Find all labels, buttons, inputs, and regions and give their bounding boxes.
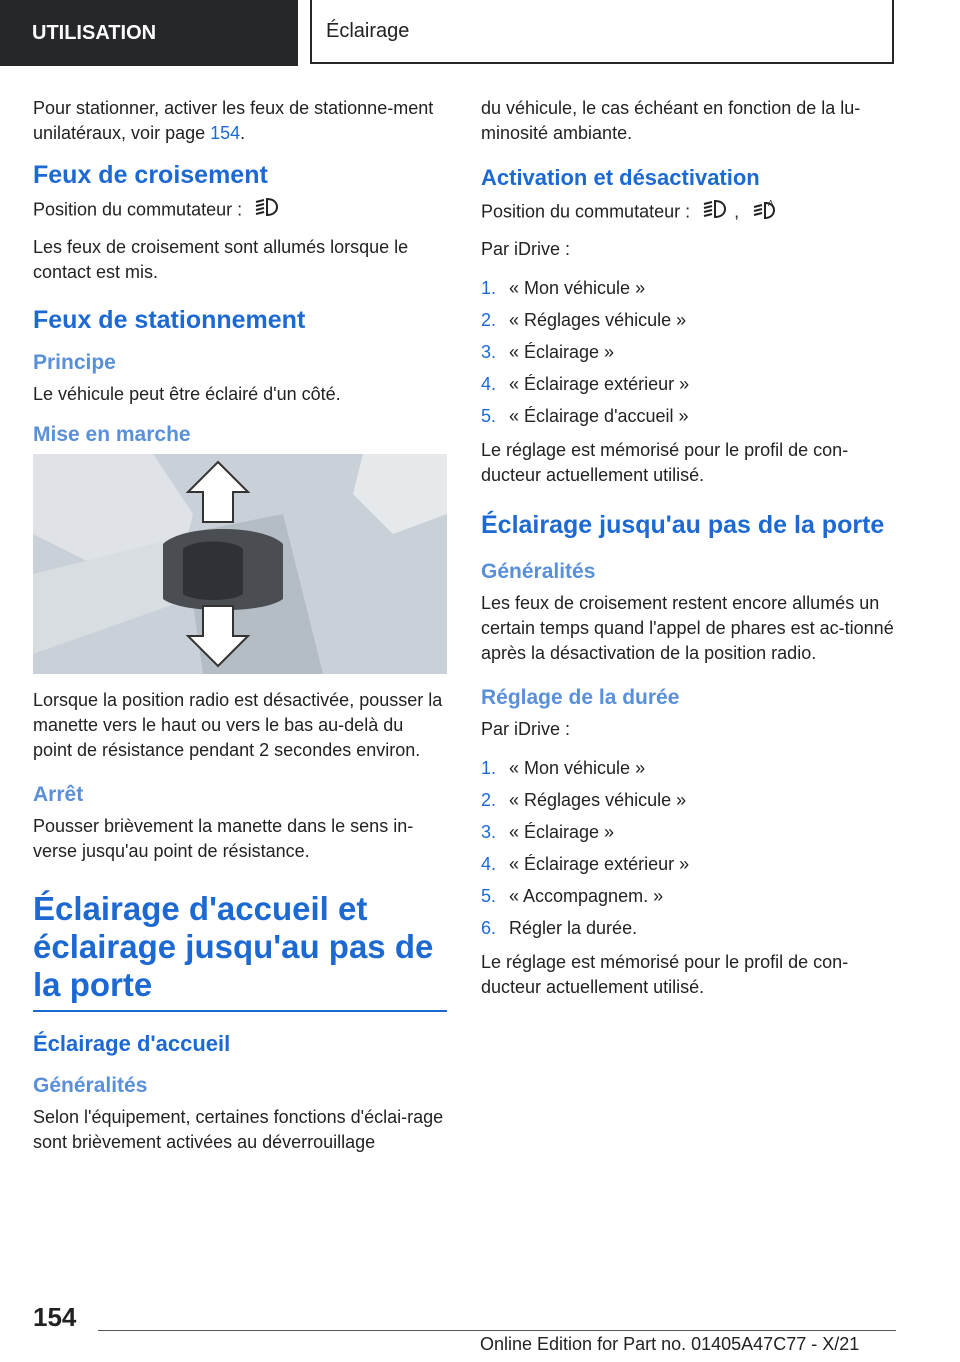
page-footer bbox=[0, 1290, 960, 1362]
parking-lights-heading: Feux de stationnement bbox=[33, 306, 306, 334]
edition-text: Online Edition for Part no. 01405A47C77 - X/21 bbox=[480, 1334, 860, 1354]
chapter-title: Éclairage bbox=[310, 0, 894, 64]
list-item: 5. « Accompagnem. » bbox=[481, 886, 664, 906]
section-tab: UTILISATION bbox=[0, 0, 298, 66]
list-item: 4. « Éclairage extérieur » bbox=[481, 854, 690, 874]
continued-text: du véhicule, le cas échéant en fonction de la lu-minosité ambiante. bbox=[481, 98, 861, 143]
door-lighting-heading: Éclairage jusqu'au pas de la porte bbox=[481, 511, 885, 539]
switch-on-text: Lorsque la position radio est désactivée, pousser la manette vers le haut ou vers le bas au-delà du point de résistance pendant 2 secondes environ. bbox=[33, 690, 443, 760]
page-number: 154 bbox=[33, 1302, 77, 1332]
list-item: 2. « Réglages véhicule » bbox=[481, 790, 687, 810]
welcome-lights-heading: Éclairage d'accueil bbox=[33, 1031, 231, 1056]
welcome-lights-main-heading: Éclairage d'accueil et éclairage jusqu'au pas de la porte bbox=[33, 890, 447, 1012]
principle-text: Le véhicule peut être éclairé d'un côté. bbox=[33, 384, 341, 404]
list-item: 4. « Éclairage extérieur » bbox=[481, 374, 690, 394]
switch-on-heading: Mise en marche bbox=[33, 423, 191, 446]
list-item: 1. « Mon véhicule » bbox=[481, 278, 646, 298]
left-column bbox=[33, 96, 447, 1165]
svg-text:A: A bbox=[768, 199, 774, 208]
activation-steps bbox=[481, 272, 895, 432]
general-text: Selon l'équipement, certaines fonctions d'éclai-rage sont brièvement activées au déverrouillage bbox=[33, 1107, 444, 1152]
switch-off-text: Pousser brièvement la manette dans le sens in-verse jusqu'au point de résistance. bbox=[33, 816, 414, 861]
duration-heading: Réglage de la durée bbox=[481, 686, 680, 709]
right-column bbox=[481, 96, 895, 1010]
turn-signal-lever-figure bbox=[33, 454, 447, 674]
list-item: 3. « Éclairage » bbox=[481, 342, 615, 362]
low-beam-heading: Feux de croisement bbox=[33, 161, 268, 189]
low-beam-icon bbox=[701, 198, 729, 227]
door-general-text: Les feux de croisement restent encore allumés un certain temps quand l'appel de phares est ac-tionné après la désactivation de la position radio. bbox=[481, 593, 894, 663]
list-item: 3. « Éclairage » bbox=[481, 822, 615, 842]
automatic-headlight-icon bbox=[750, 198, 778, 227]
general-heading: Généralités bbox=[33, 1074, 148, 1097]
activation-switch-text: Position du commutateur : , A bbox=[481, 198, 895, 227]
list-item: 5. « Éclairage d'accueil » bbox=[481, 406, 689, 426]
low-beam-text: Les feux de croisement sont allumés lorsque le contact est mis. bbox=[33, 237, 409, 282]
list-item: 1. « Mon véhicule » bbox=[481, 758, 646, 778]
principle-heading: Principe bbox=[33, 351, 116, 374]
saved-text: Le réglage est mémorisé pour le profil de con-ducteur actuellement utilisé. bbox=[481, 952, 849, 997]
intro-paragraph: Pour stationner, activer les feux de stationne-ment unilatéraux, voir page 154. bbox=[33, 98, 434, 143]
idrive-label: Par iDrive : bbox=[481, 239, 571, 259]
switch-off-heading: Arrêt bbox=[33, 783, 84, 806]
low-beam-switch-text: Position du commutateur : bbox=[33, 196, 447, 225]
activation-heading: Activation et désactivation bbox=[481, 165, 760, 190]
saved-text: Le réglage est mémorisé pour le profil de con-ducteur actuellement utilisé. bbox=[481, 440, 849, 485]
idrive-label: Par iDrive : bbox=[481, 719, 571, 739]
list-item: 6. Régler la durée. bbox=[481, 918, 638, 938]
duration-steps bbox=[481, 752, 895, 944]
list-item: 2. « Réglages véhicule » bbox=[481, 310, 687, 330]
page-link[interactable]: 154 bbox=[210, 123, 241, 143]
page-header bbox=[0, 0, 960, 66]
low-beam-icon bbox=[253, 196, 281, 225]
door-general-heading: Généralités bbox=[481, 560, 596, 583]
